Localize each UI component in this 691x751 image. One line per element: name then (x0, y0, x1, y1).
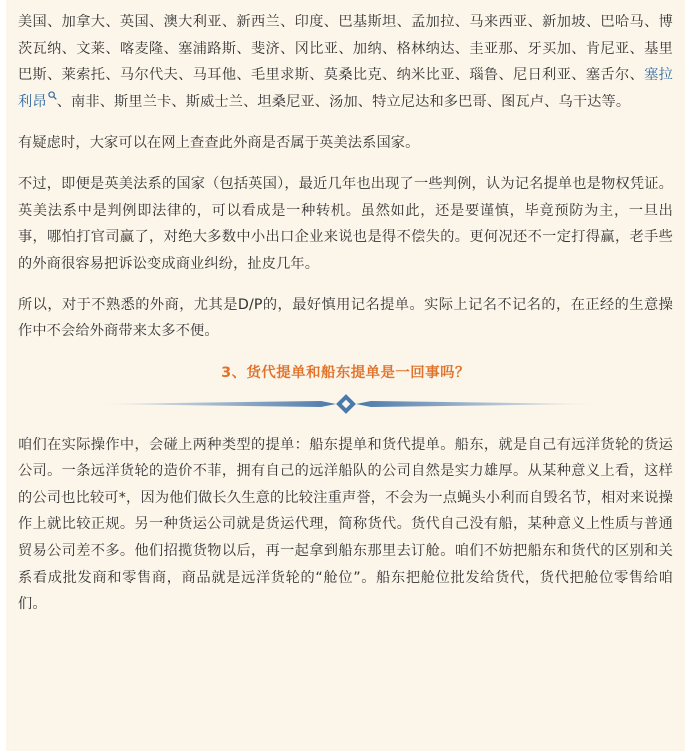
divider-ornament-icon (96, 394, 596, 414)
however-paragraph: 不过，即便是英美法系的国家（包括英国），最近几年也出现了一些判例，认为记名提单也是物权凭证。英美法系中是判例即法律的，可以看成是一种转机。虽然如此，还是要谨慎，毕竟预防为主，一旦出事，哪怕打官司赢了，对绝大多数中小出口企业来说也是得不偿失的。更何况还不一定打得赢，老手些的外商很容易把诉讼变成商业纠纷，扯皮几年。 (18, 175, 673, 272)
doubt-paragraph: 有疑虑时，大家可以在网上查查此外商是否属于英美法系国家。 (18, 134, 420, 151)
country-list-paragraph (18, 9, 673, 115)
actual-operation-paragraph: 咱们在实际操作中，会碰上两种类型的提单：船东提单和货代提单。船东，就是自己有远洋货轮的货运公司。一条远洋货轮的造价不菲，拥有自己的远洋船队的公司自然是实力雄厚。从某种意义上看，这样的公司也比较可*，因为他们做长久生意的比较注重声誉，不会为一点蝇头小利而自毁名节，相对来说操作上就比较正规。另一种货运公司就是货运代理，简称货代。货代自己没有船，某种意义上性质与普通贸易公司差不多。他们招揽货物以后，再一起拿到船东那里去订舱。咱们不妨把船东和货代的区别和关系看成批发商和零售商，商品就是远洋货轮的“舱位”。船东把舱位批发给货代，货代把舱位零售给咱们。 (18, 436, 673, 613)
article-page (6, 0, 685, 751)
keyword-link-text[interactable]: 塞拉利昂 (18, 67, 673, 110)
so-paragraph: 所以，对于不熟悉的外商，尤其是D/P的，最好慎用记名提单。实际上记名不记名的，在正经的生意操作中不会给外商带来太多不便。 (18, 296, 673, 340)
country-list-text-end: 、南非、斯里兰卡、斯威士兰、坦桑尼亚、汤加、特立尼达和多巴哥、图瓦卢、乌干达等。 (56, 93, 631, 110)
decorative-divider (18, 394, 673, 414)
country-list-text-start: 美国、加拿大、英国、澳大利亚、新西兰、印度、巴基斯坦、孟加拉、马来西亚、新加坡、巴哈马、博茨瓦纳、文莱、喀麦隆、塞浦路斯、斐济、冈比亚、加纳、格林纳达、圭亚那、牙买加、肯尼亚、基里巴斯、莱索托、马尔代夫、马耳他、毛里求斯、莫桑比克、纳米比亚、瑙鲁、尼日利亚、塞舌尔、 (18, 14, 673, 84)
search-icon[interactable] (48, 91, 57, 100)
section-heading: 3、货代提单和船东提单是一回事吗？ (221, 364, 470, 381)
